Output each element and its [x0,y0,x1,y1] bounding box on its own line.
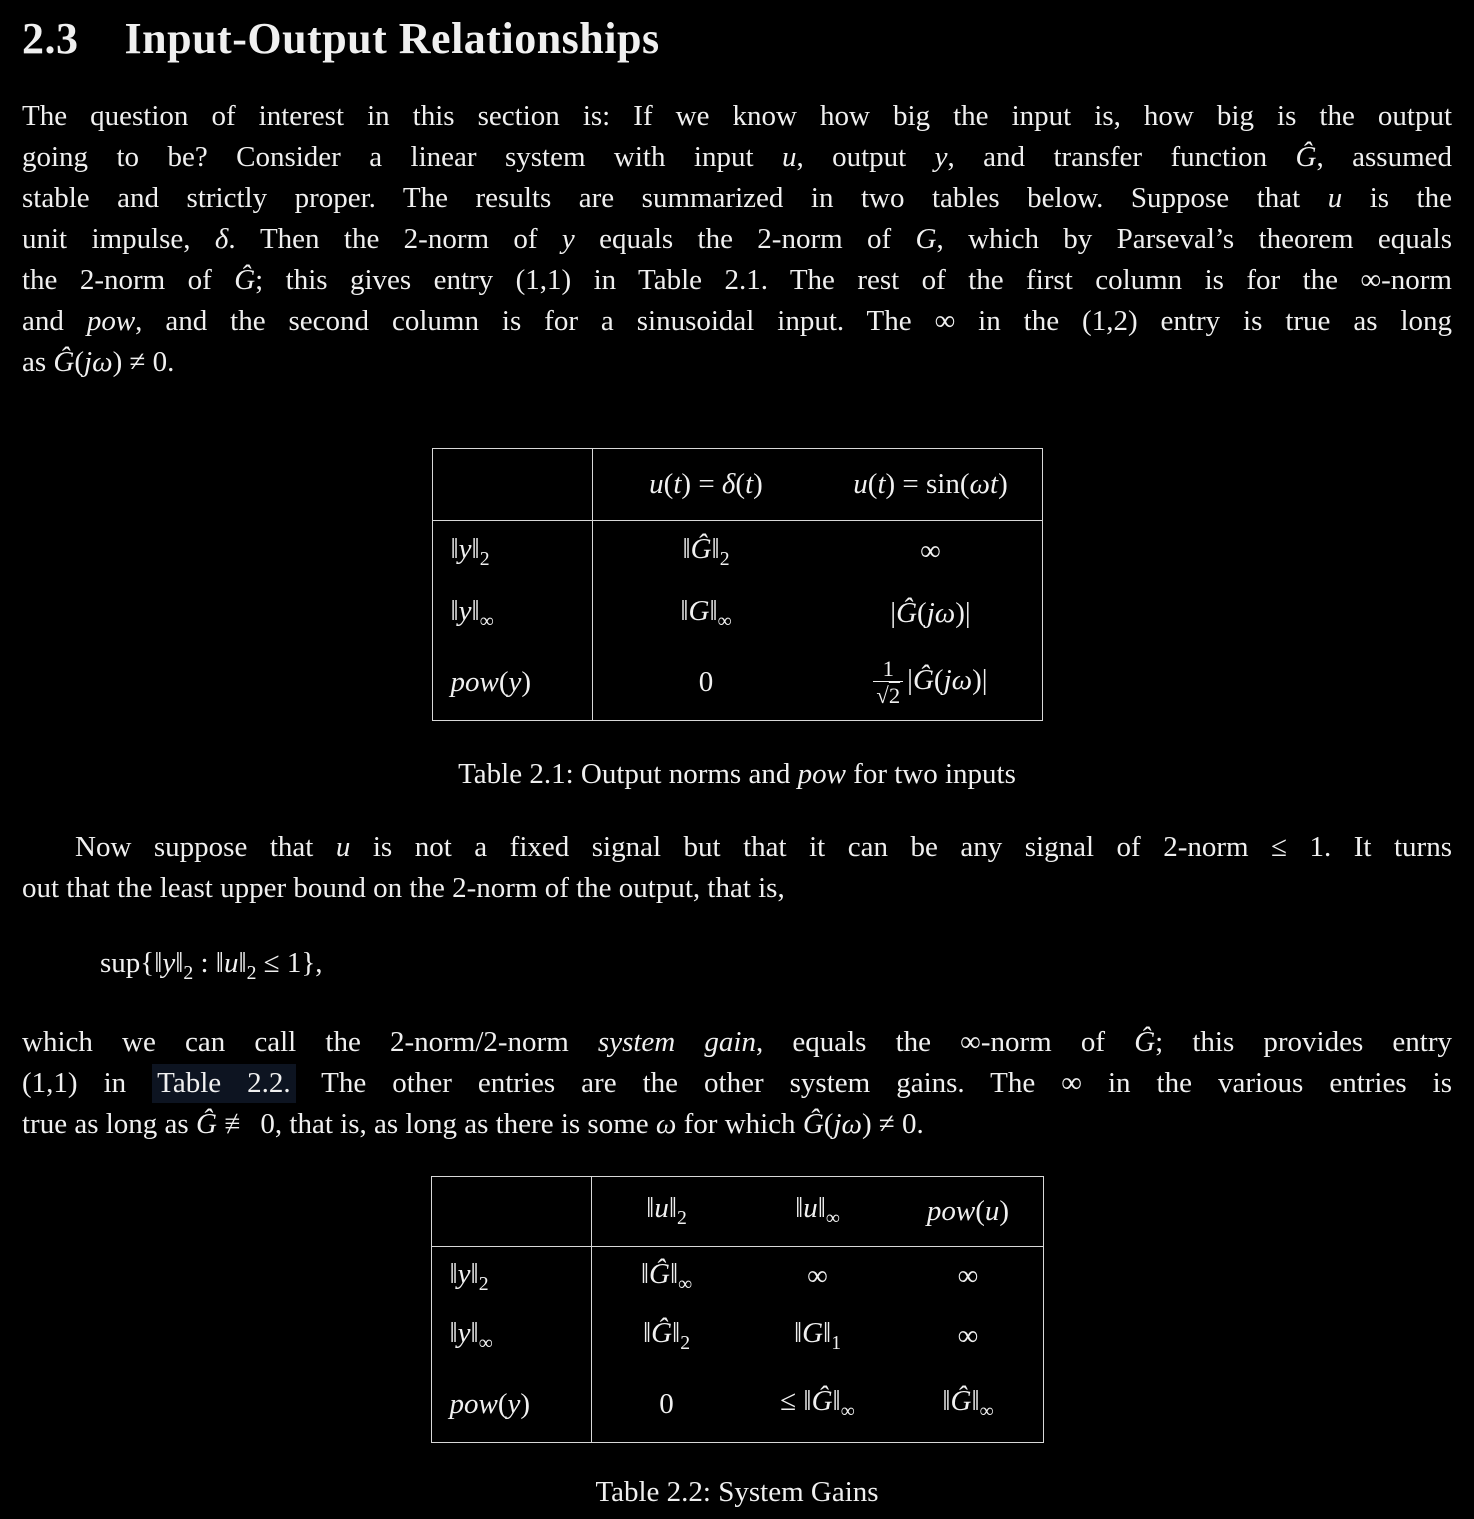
row-label-y-2norm: $‖y‖_2$ [431,1246,591,1306]
row-label-pow-y: pow(y) [432,645,592,721]
row-label-y-2norm: $‖y‖_2$ [432,521,592,583]
table-cell: $‖Ĝ‖_\infty$ [640,1257,693,1295]
table-row [432,521,1042,583]
section-title: Input-Output Relationships [124,14,660,63]
table-cell: ∞ [957,1319,979,1352]
table-cell: ∞ [807,1260,828,1293]
table-cell: $‖G‖_1$ [793,1317,842,1355]
row-label-pow-y: pow(y) [431,1366,591,1442]
display-equation: $sup\{‖y‖_2$ : $‖u‖_2 \le 1$}, [100,947,323,984]
paragraph-intro [22,96,1452,383]
section-number: 2.3 [22,14,79,63]
table-2-2 [22,1176,1452,1443]
table-row [432,583,1042,645]
table-header-u-2norm: $‖u‖_2$ [591,1176,742,1246]
table-row [431,1176,1043,1246]
table-cell: $‖G‖_\infty$ [680,594,732,632]
table-2-1 [22,448,1452,721]
paragraph-gains [22,1022,1452,1145]
table-2-1-caption: Table 2.1: Output norms and pow for two inputs [458,758,1016,790]
table-corner-cell [431,1176,591,1246]
text-line: and pow, and the second column is for a sinusoidal input. The ∞ in the (1,2) entry is true as long [22,305,1452,337]
table-header-sine-input: u(t) = sin(ωt) [820,449,1043,521]
table-2-2-caption: Table 2.2: System Gains [595,1475,879,1508]
text-segment: The other entries are the other system gains. The ∞ in the various entries is [295,1066,1453,1099]
table-row [431,1246,1043,1306]
text-line: as Ĝ(jω) ≠ 0. [22,346,175,378]
table-cell: $‖Ĝ‖_2$ [682,532,730,570]
table-cell: ∞ [920,535,941,568]
text-line: out that the least upper bound on the 2-norm of the output, that is, [22,872,785,904]
table-corner-cell [432,449,592,521]
table-cell: |Ĝ(jω)| [890,597,971,629]
table-cell: ≤ $‖Ĝ‖_\infty$ [780,1385,855,1422]
table-header-pow-u: pow(u) [894,1176,1044,1246]
table-cell: $‖Ĝ‖_2$ [642,1317,691,1355]
text-line: unit impulse, δ. Then the 2-norm of y equals the 2-norm of G, which by Parseval’s theorem equals [22,223,1453,255]
text-line: stable and strictly proper. The results are summarized in two tables below. Suppose that u is the [22,182,1452,214]
text-segment: (1,1) in [22,1066,153,1099]
table-cell: 0 [698,665,714,698]
table-row [431,1306,1043,1366]
table-row [432,645,1042,721]
paragraph-sup [22,827,1452,909]
table-row [431,1366,1043,1442]
text-line: Now suppose that u is not a fixed signal but that it can be any signal of 2-norm ≤ 1. It turns [75,831,1452,863]
text-line [22,1063,1452,1104]
row-label-y-infnorm: $‖y‖_\infty$ [432,583,592,645]
table-header-impulse-input: u(t) = δ(t) [592,449,820,521]
table-cell: $‖Ĝ‖_\infty$ [942,1385,994,1422]
text-line: the 2-norm of Ĝ; this gives entry (1,1) in Table 2.1. The rest of the first column is for the ∞-norm [22,264,1452,296]
table-cell: ∞ [957,1260,979,1293]
text-line: which we can call the 2-norm/2-norm system gain, equals the ∞-norm of Ĝ; this provides entry [22,1025,1453,1058]
text-line: going to be? Consider a linear system with input u, output y, and transfer function Ĝ, assumed [22,141,1453,173]
table-cell: 0 [659,1387,674,1420]
table-cell: $\frac{1}{√2}$ |Ĝ(jω)| [820,645,1043,721]
text-line: The question of interest in this section is: If we know how big the input is, how big is the output [22,100,1452,132]
row-label-y-infnorm: $‖y‖_\infty$ [431,1306,591,1366]
table-2-2-link[interactable]: Table 2.2. [152,1064,296,1103]
text-line: true as long as Ĝ ≢ 0, that is, as long as there is some ω for which Ĝ(jω) ≠ 0. [22,1107,924,1140]
table-row [432,449,1042,521]
section-heading [22,14,1452,64]
table-header-u-infnorm: $‖u‖_\infty$ [742,1176,894,1246]
